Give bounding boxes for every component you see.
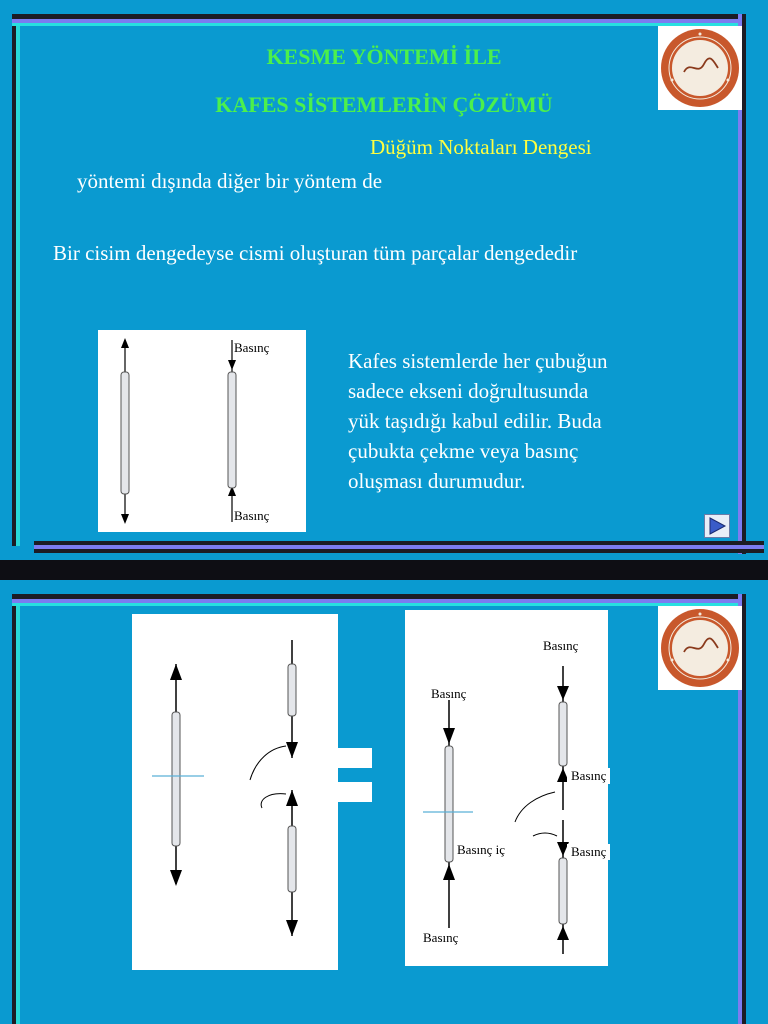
intro-line: yöntemi dışında diğer bir yöntem de bbox=[77, 169, 383, 193]
highlight-method: Düğüm Noktaları Dengesi bbox=[370, 135, 592, 159]
compression-label-top: Basınç bbox=[234, 340, 270, 355]
explanation-paragraph bbox=[348, 346, 608, 496]
compression-cut-figure bbox=[405, 610, 608, 966]
university-seal-logo bbox=[658, 26, 742, 110]
tension-cut-figure bbox=[132, 614, 338, 970]
frame-bar bbox=[12, 603, 740, 606]
paragraph-line: çubukta çekme veya basınç bbox=[348, 439, 579, 463]
frame-bar bbox=[742, 594, 746, 1024]
frame-bar bbox=[16, 606, 20, 1024]
slide-title-line1: KESME YÖNTEMİ İLE bbox=[266, 44, 502, 69]
upper-part bbox=[286, 640, 298, 758]
compression-label-bottom: Basınç bbox=[234, 508, 270, 523]
principle-line: Bir cisim dengedeyse cismi oluşturan tüm parçalar dengededir bbox=[53, 241, 578, 265]
label-inner: Basınç iç bbox=[457, 842, 506, 857]
full-member bbox=[423, 700, 473, 928]
truss-member-figure bbox=[98, 330, 306, 532]
label-top-right: Basınç bbox=[543, 638, 579, 653]
compression-member bbox=[228, 340, 236, 522]
lower-part bbox=[286, 790, 298, 936]
paragraph-line: oluşması durumudur. bbox=[348, 469, 526, 493]
paragraph-line: sadece ekseni doğrultusunda bbox=[348, 379, 589, 403]
slide-title-line2: KAFES SİSTEMLERİN ÇÖZÜMÜ bbox=[215, 92, 553, 117]
label-left-bottom: Basınç bbox=[423, 930, 459, 945]
label-mid-right-top: Basınç bbox=[567, 768, 610, 784]
upper-part bbox=[557, 666, 569, 810]
frame-bar bbox=[12, 23, 740, 26]
paragraph-line: Kafes sistemlerde her çubuğun bbox=[348, 349, 608, 373]
equals-bar-bottom bbox=[338, 782, 372, 802]
label-left-top: Basınç bbox=[431, 686, 467, 701]
label-mid-right-bottom: Basınç bbox=[567, 844, 610, 860]
next-slide-button[interactable] bbox=[704, 514, 730, 538]
tension-member bbox=[121, 338, 129, 524]
university-seal-logo bbox=[658, 606, 742, 690]
lower-part bbox=[557, 820, 569, 954]
full-member bbox=[152, 664, 204, 886]
slide-2 bbox=[0, 580, 768, 1024]
frame-bar bbox=[34, 549, 764, 553]
equals-bar-top bbox=[338, 748, 372, 768]
paragraph-line: yük taşıdığı kabul edilir. Buda bbox=[348, 409, 602, 433]
play-arrow-icon bbox=[705, 515, 729, 537]
